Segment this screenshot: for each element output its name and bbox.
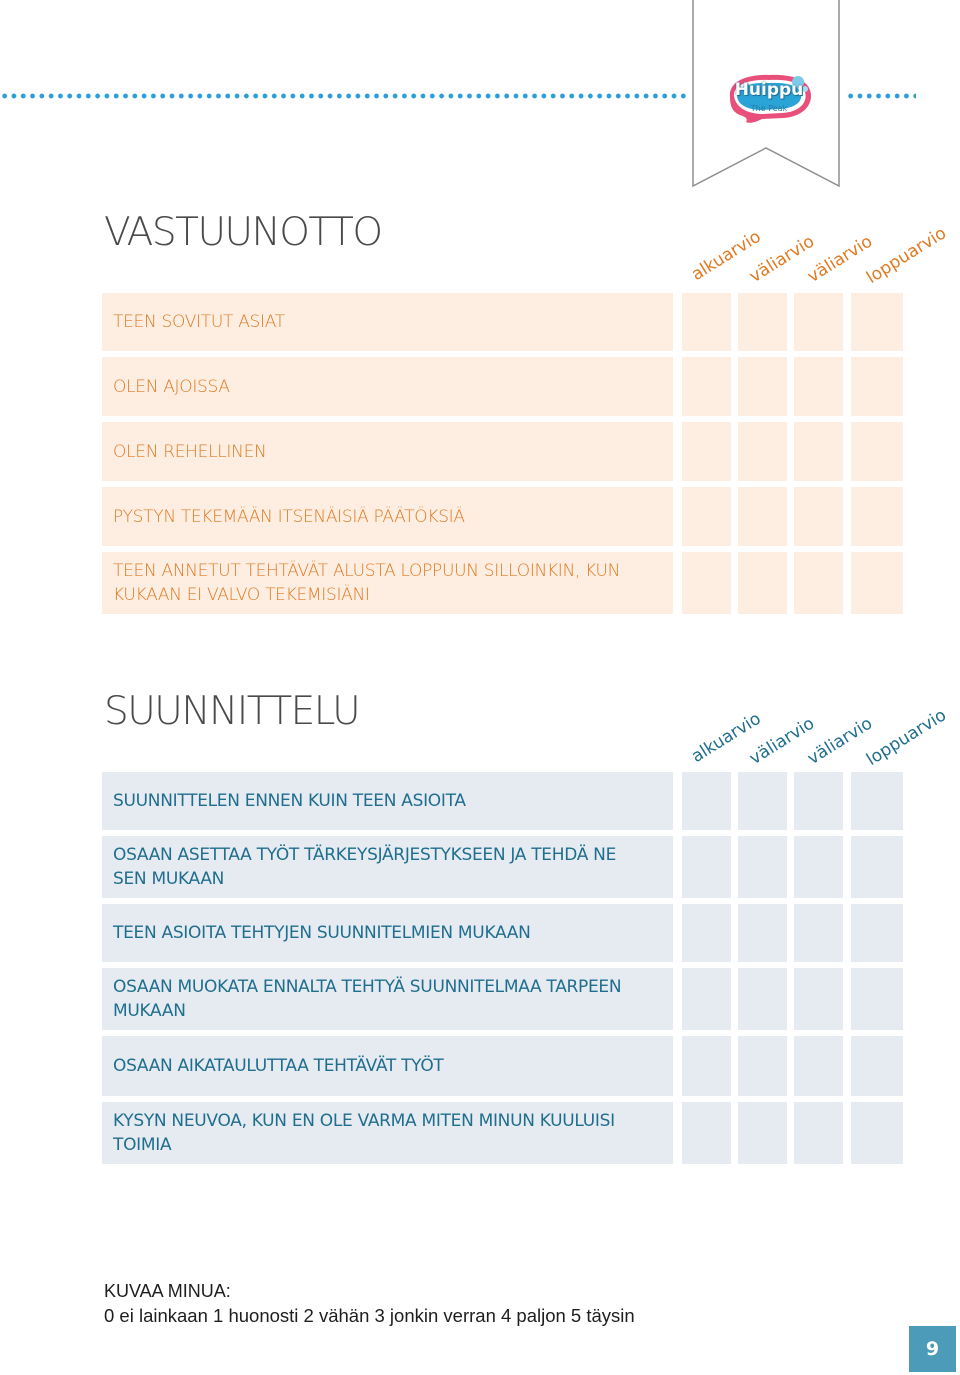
rating-box-loppuarvio[interactable] (851, 487, 903, 546)
rating-box-valiarvio-1[interactable] (738, 1102, 787, 1164)
row-label: OSAAN AIKATAULUTTAA TEHTÄVÄT TYÖT (102, 1036, 673, 1096)
row-label: TEEN SOVITUT ASIAT (102, 293, 673, 351)
rating-box-valiarvio-2[interactable] (794, 293, 843, 351)
rating-box-loppuarvio[interactable] (851, 552, 903, 614)
row-label: TEEN ANNETUT TEHTÄVÄT ALUSTA LOPPUUN SILLOINKIN, KUN KUKAAN EI VALVO TEKEMISIÄNI (102, 552, 673, 614)
row-label: TEEN ASIOITA TEHTYJEN SUUNNITELMIEN MUKAAN (102, 904, 673, 962)
rating-box-valiarvio-2[interactable] (794, 836, 843, 898)
rating-box-alkuarvio[interactable] (682, 1036, 731, 1096)
row-label: KYSYN NEUVOA, KUN EN OLE VARMA MITEN MINUN KUULUISI TOIMIA (102, 1102, 673, 1164)
rating-box-valiarvio-1[interactable] (738, 487, 787, 546)
rating-box-alkuarvio[interactable] (682, 293, 731, 351)
rating-box-valiarvio-2[interactable] (794, 552, 843, 614)
rating-box-loppuarvio[interactable] (851, 968, 903, 1030)
rating-box-alkuarvio[interactable] (682, 772, 731, 830)
row-label: OSAAN MUOKATA ENNALTA TEHTYÄ SUUNNITELMAA TARPEEN MUKAAN (102, 968, 673, 1030)
legend-scale: 0 ei lainkaan 1 huonosti 2 vähän 3 jonkin verran 4 paljon 5 täysin (104, 1305, 635, 1326)
rating-box-valiarvio-1[interactable] (738, 552, 787, 614)
rating-box-valiarvio-2[interactable] (794, 422, 843, 481)
rating-box-loppuarvio[interactable] (851, 293, 903, 351)
rating-box-loppuarvio[interactable] (851, 836, 903, 898)
column-header-alkuarvio: alkuarvio (688, 708, 765, 767)
dotted-divider-left (0, 93, 686, 99)
rating-box-alkuarvio[interactable] (682, 552, 731, 614)
rating-box-alkuarvio[interactable] (682, 904, 731, 962)
rating-box-valiarvio-2[interactable] (794, 1102, 843, 1164)
rating-box-alkuarvio[interactable] (682, 357, 731, 416)
section-title: VASTUUNOTTO (104, 210, 382, 255)
column-header-valiarvio-2: väliarvio (804, 713, 877, 769)
rating-box-loppuarvio[interactable] (851, 1102, 903, 1164)
rating-box-loppuarvio[interactable] (851, 422, 903, 481)
rating-box-alkuarvio[interactable] (682, 487, 731, 546)
rating-box-valiarvio-1[interactable] (738, 772, 787, 830)
rating-box-valiarvio-1[interactable] (738, 293, 787, 351)
rating-box-valiarvio-1[interactable] (738, 836, 787, 898)
row-label: OLEN REHELLINEN (102, 422, 673, 481)
page-number: 9 (909, 1326, 956, 1372)
rating-box-loppuarvio[interactable] (851, 1036, 903, 1096)
rating-box-valiarvio-2[interactable] (794, 357, 843, 416)
rating-box-valiarvio-1[interactable] (738, 1036, 787, 1096)
rating-box-alkuarvio[interactable] (682, 968, 731, 1030)
rating-box-valiarvio-1[interactable] (738, 968, 787, 1030)
logo-name: Huippu (734, 80, 804, 100)
legend-title: KUVAA MINUA: (104, 1281, 231, 1301)
rating-box-alkuarvio[interactable] (682, 422, 731, 481)
rating-box-valiarvio-2[interactable] (794, 487, 843, 546)
rating-box-alkuarvio[interactable] (682, 1102, 731, 1164)
rating-box-alkuarvio[interactable] (682, 836, 731, 898)
row-label: OSAAN ASETTAA TYÖT TÄRKEYSJÄRJESTYKSEEN JA TEHDÄ NE SEN MUKAAN (102, 836, 673, 898)
row-label: OLEN AJOISSA (102, 357, 673, 416)
rating-box-valiarvio-2[interactable] (794, 1036, 843, 1096)
rating-box-valiarvio-1[interactable] (738, 904, 787, 962)
rating-box-loppuarvio[interactable] (851, 772, 903, 830)
rating-box-valiarvio-2[interactable] (794, 968, 843, 1030)
logo-tagline: The Peak (750, 104, 788, 113)
section-title: SUUNNITTELU (104, 689, 360, 734)
column-header-valiarvio-2: väliarvio (804, 231, 877, 287)
dotted-divider-right (846, 93, 916, 99)
rating-box-valiarvio-1[interactable] (738, 422, 787, 481)
rating-box-loppuarvio[interactable] (851, 904, 903, 962)
rating-box-valiarvio-2[interactable] (794, 772, 843, 830)
rating-box-loppuarvio[interactable] (851, 357, 903, 416)
row-label: PYSTYN TEKEMÄÄN ITSENÄISIÄ PÄÄTÖKSIÄ (102, 487, 673, 546)
rating-box-valiarvio-2[interactable] (794, 904, 843, 962)
column-header-loppuarvio: loppuarvio (863, 705, 950, 770)
row-label: SUUNNITTELEN ENNEN KUIN TEEN ASIOITA (102, 772, 673, 830)
rating-box-valiarvio-1[interactable] (738, 357, 787, 416)
column-header-valiarvio-1: väliarvio (746, 713, 819, 769)
column-header-loppuarvio: loppuarvio (863, 223, 950, 288)
column-header-alkuarvio: alkuarvio (688, 226, 765, 285)
column-header-valiarvio-1: väliarvio (746, 231, 819, 287)
